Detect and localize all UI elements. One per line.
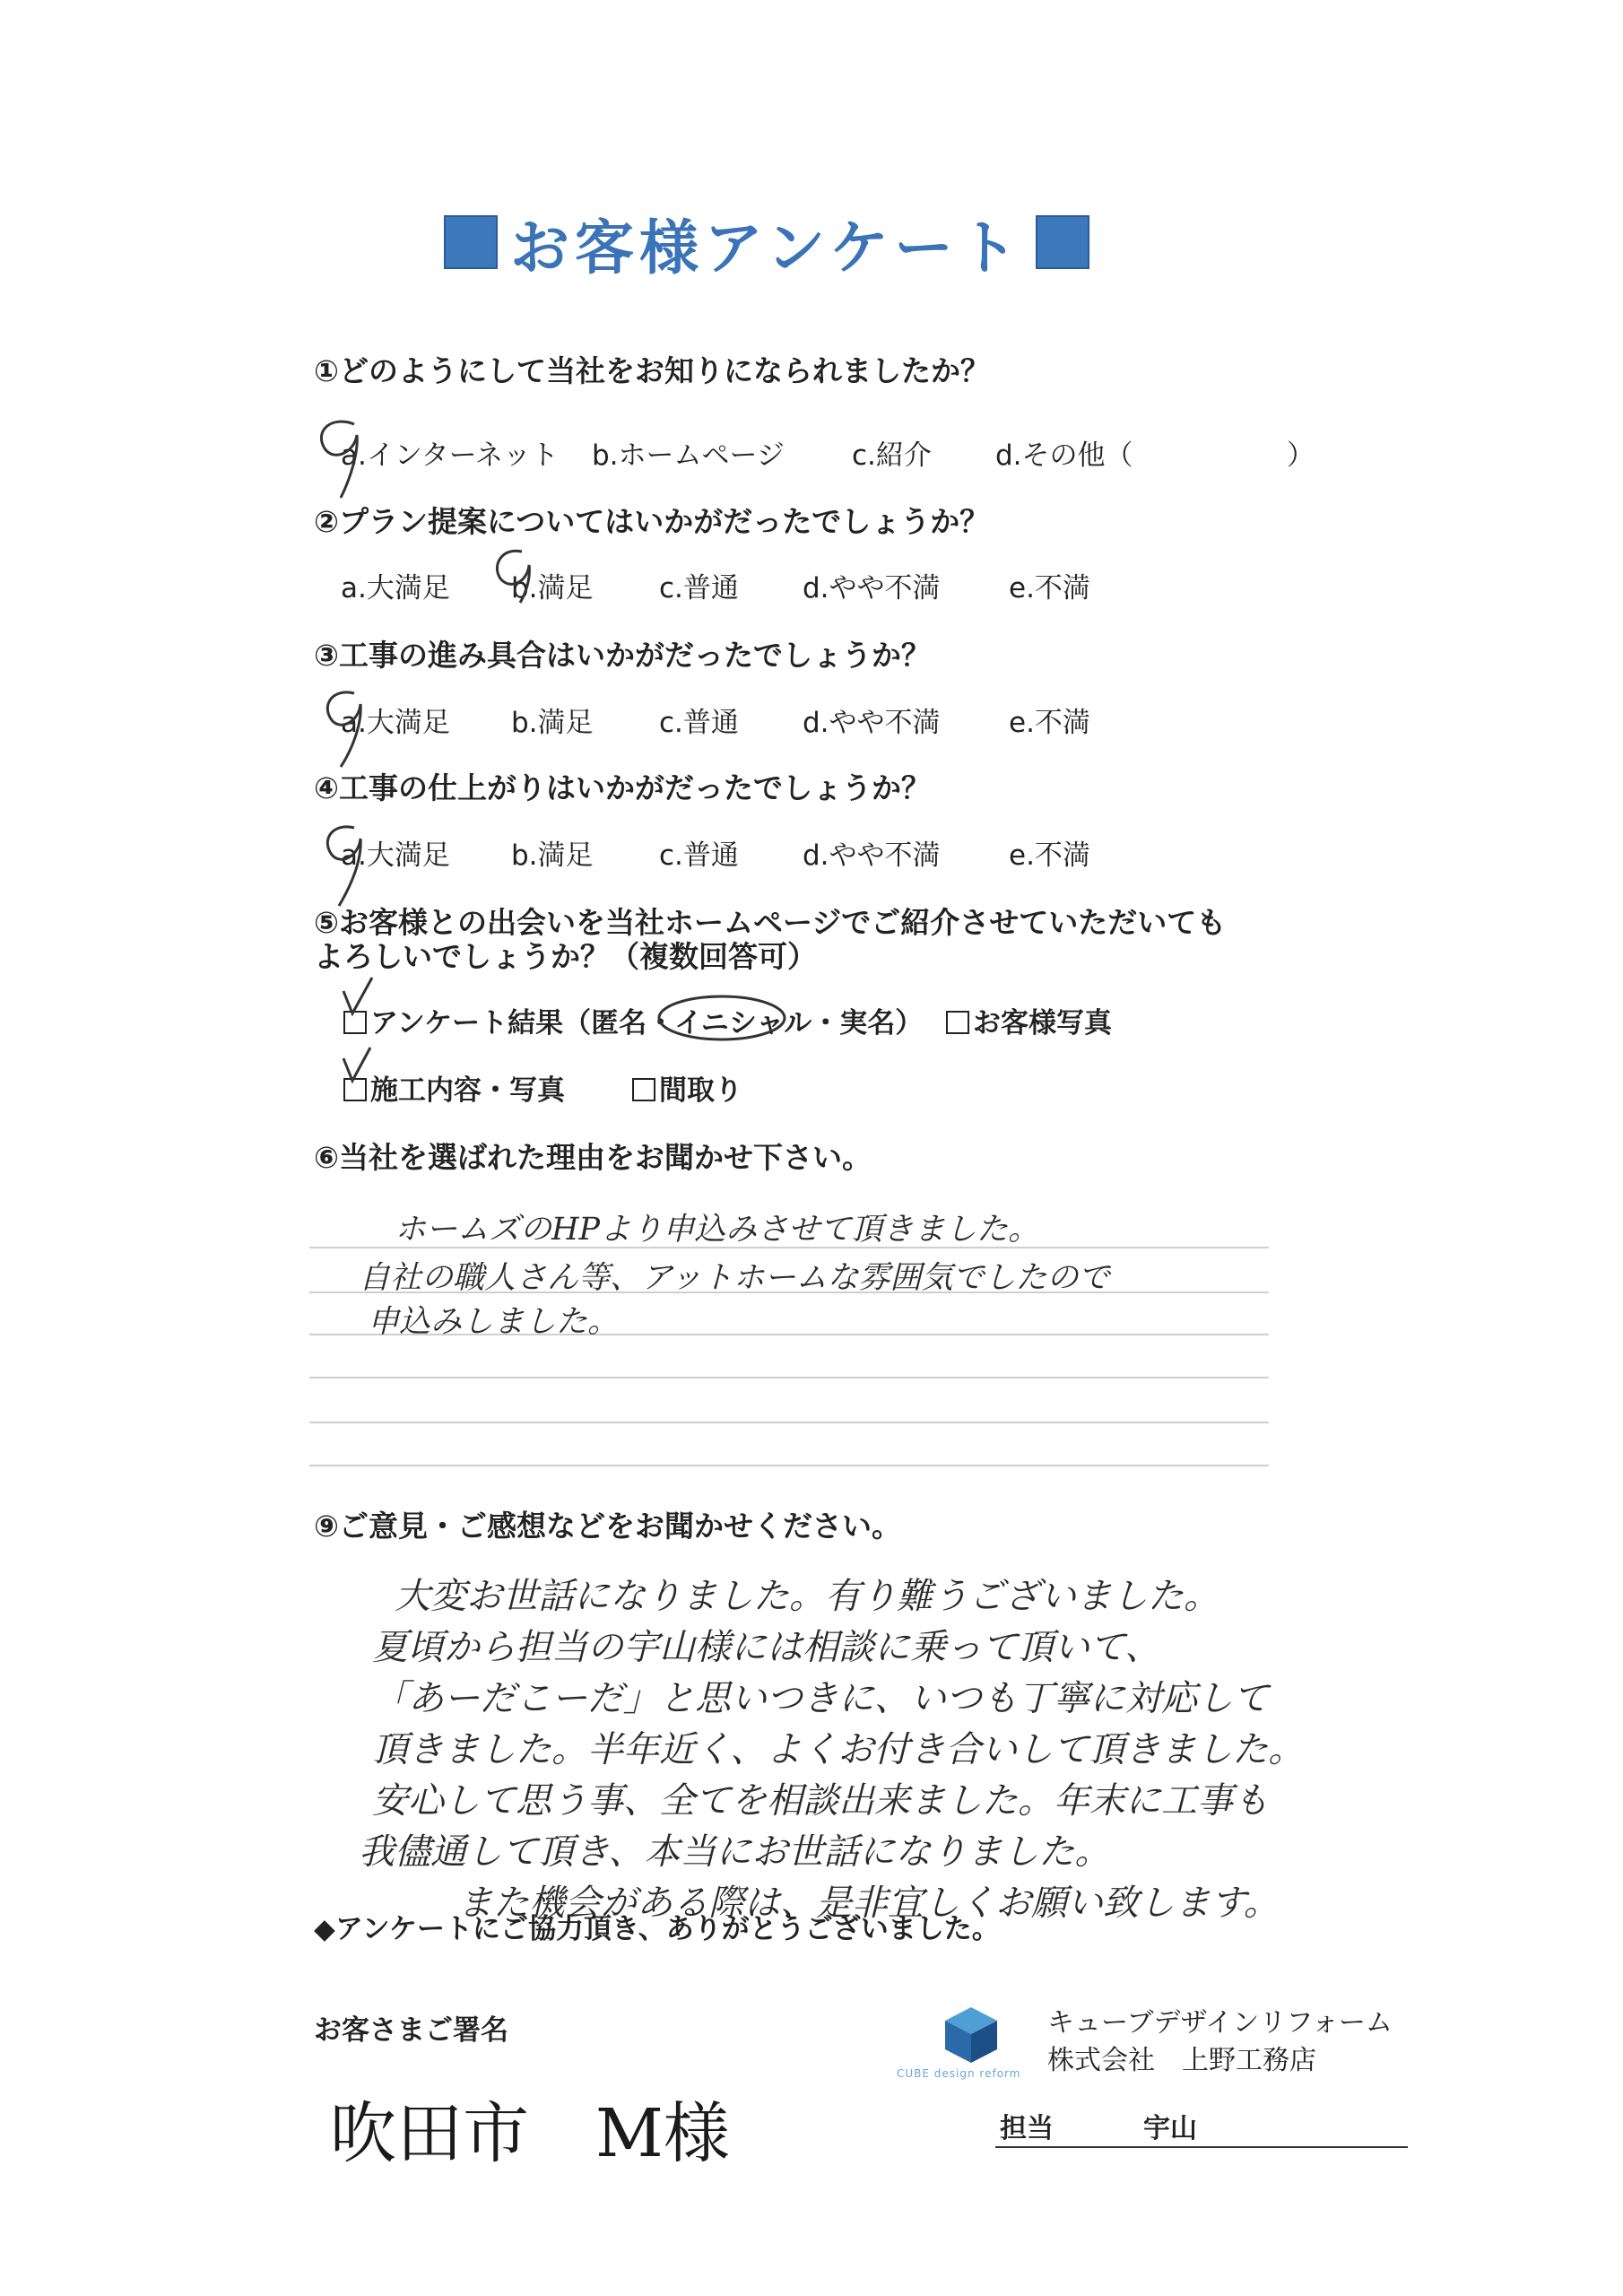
q1-option-d[interactable]: d.その他（ <box>995 439 1133 472</box>
signature-value: 吹田市 M様 <box>330 2095 730 2172</box>
q5-layout-label: 間取り <box>659 1074 742 1107</box>
q6-answer-line-2: 自社の職人さん等、アットホームな雰囲気でしたので <box>359 1260 1110 1296</box>
q1-option-a[interactable]: a.インターネット <box>341 439 560 472</box>
q3-option-b[interactable]: b.満足 <box>511 707 594 739</box>
q9-answer-line-6: 我儘通して頂き、本当にお世話になりました。 <box>359 1831 1111 1873</box>
q6-answer-rule-6 <box>309 1465 1269 1466</box>
staff-underline <box>995 2146 1408 2148</box>
q5-work-check-mark <box>336 1040 381 1094</box>
q5-option-results[interactable] <box>343 1000 923 1040</box>
q4-option-c[interactable]: c.普通 <box>659 839 739 872</box>
q9-answer-line-1: 大変お世話になりました。有り難うございました。 <box>395 1576 1219 1617</box>
q3-option-d[interactable]: d.やや不満 <box>803 707 941 739</box>
q5-initial-circle-mark <box>655 991 789 1045</box>
q1-option-c[interactable]: c.紹介 <box>852 439 932 472</box>
q4-option-a[interactable]: a.大満足 <box>341 839 450 872</box>
staff-name: 宇山 <box>1143 2113 1197 2144</box>
q5-results-check-mark <box>336 973 381 1027</box>
q3-option-a[interactable]: a.大満足 <box>341 707 450 739</box>
logo-text: CUBE design reform <box>897 2067 1021 2080</box>
company-line2: 株式会社 上野工務店 <box>1047 2045 1316 2076</box>
q9-question: ⑨ご意見・ご感想などをお聞かせください。 <box>314 1509 901 1544</box>
q3-option-e[interactable]: e.不満 <box>1009 707 1090 739</box>
q1-option-d-close: ） <box>1287 439 1315 472</box>
q2-option-e[interactable]: e.不満 <box>1009 572 1090 604</box>
q2-option-b[interactable]: b.満足 <box>511 572 594 604</box>
q5-layout-checkbox[interactable] <box>632 1078 655 1101</box>
q6-answer-line-1: ホームズのHPより申込みさせて頂きました。 <box>395 1212 1040 1248</box>
q2-option-a[interactable]: a.大満足 <box>341 572 450 604</box>
q5-results-label: アンケート結果（匿名・イニシャル・実名） <box>370 1007 924 1039</box>
q6-answer-rule-5 <box>309 1422 1269 1423</box>
page-title <box>444 204 1089 283</box>
q4-option-e[interactable]: e.不満 <box>1009 839 1090 872</box>
title-text: お客様アンケート <box>510 213 1024 283</box>
thanks-message: ◆アンケートにご協力頂き、ありがとうございました。 <box>314 1913 1000 1945</box>
q3-selected-circle-mark <box>314 677 377 776</box>
q3-option-c[interactable]: c.普通 <box>659 707 739 739</box>
q9-answer-line-7: また機会がある際は、是非宜しくお願い致します。 <box>457 1883 1280 1924</box>
q1-option-b[interactable]: b.ホームページ <box>592 439 785 472</box>
staff-label: 担当 <box>1000 2113 1054 2144</box>
q3-question: ③工事の進み具合はいかがだったでしょうか？ <box>314 638 931 673</box>
cube-logo-icon <box>940 2004 1002 2066</box>
q5-question-line1: ⑤お客様との出会いを当社ホームページでご紹介させていただいても <box>314 905 1227 940</box>
company-line1: キューブデザインリフォーム <box>1047 2007 1393 2039</box>
q2-selected-circle-mark <box>484 538 547 610</box>
signature-label: お客さまご署名 <box>314 2014 508 2047</box>
q6-question: ⑥当社を選ばれた理由をお聞かせ下さい。 <box>314 1140 872 1175</box>
q1-question: ①どのようにして当社をお知りになられましたか？ <box>314 353 990 388</box>
title-square-right <box>1036 215 1089 269</box>
q5-photo-checkbox[interactable] <box>946 1011 969 1034</box>
q9-answer-line-5: 安心して思う事、全てを相談出来ました。年末に工事も <box>372 1780 1269 1822</box>
q1-selected-circle-mark <box>305 408 377 507</box>
q4-option-b[interactable]: b.満足 <box>511 839 594 872</box>
q5-work-label: 施工内容・写真 <box>370 1074 565 1107</box>
q4-selected-circle-mark <box>314 812 377 910</box>
q5-question-line2: よろしいでしょうか？（複数回答可） <box>314 939 817 974</box>
q5-option-layout[interactable] <box>632 1067 742 1108</box>
q4-question: ④工事の仕上がりはいかがだったでしょうか？ <box>314 770 931 805</box>
q2-option-c[interactable]: c.普通 <box>659 572 739 604</box>
q6-answer-line-3: 申込みしました。 <box>368 1304 620 1340</box>
q2-option-d[interactable]: d.やや不満 <box>803 572 941 604</box>
q5-photo-label: お客様写真 <box>973 1007 1112 1039</box>
q9-answer-line-2: 夏頃から担当の宇山様には相談に乗って頂いて、 <box>372 1627 1161 1668</box>
q2-question: ②プラン提案についてはいかがだったでしょうか？ <box>314 504 990 539</box>
title-square-left <box>444 215 498 269</box>
q9-answer-line-3: 「あーだこーだ」と思いつきに、いつも丁寧に対応して <box>372 1678 1269 1719</box>
q9-answer-line-4: 頂きました。半年近く、よくお付き合いして頂きました。 <box>372 1729 1305 1770</box>
q6-answer-rule-4 <box>309 1377 1269 1378</box>
q4-option-d[interactable]: d.やや不満 <box>803 839 941 872</box>
q5-option-photo[interactable] <box>946 1000 1112 1040</box>
